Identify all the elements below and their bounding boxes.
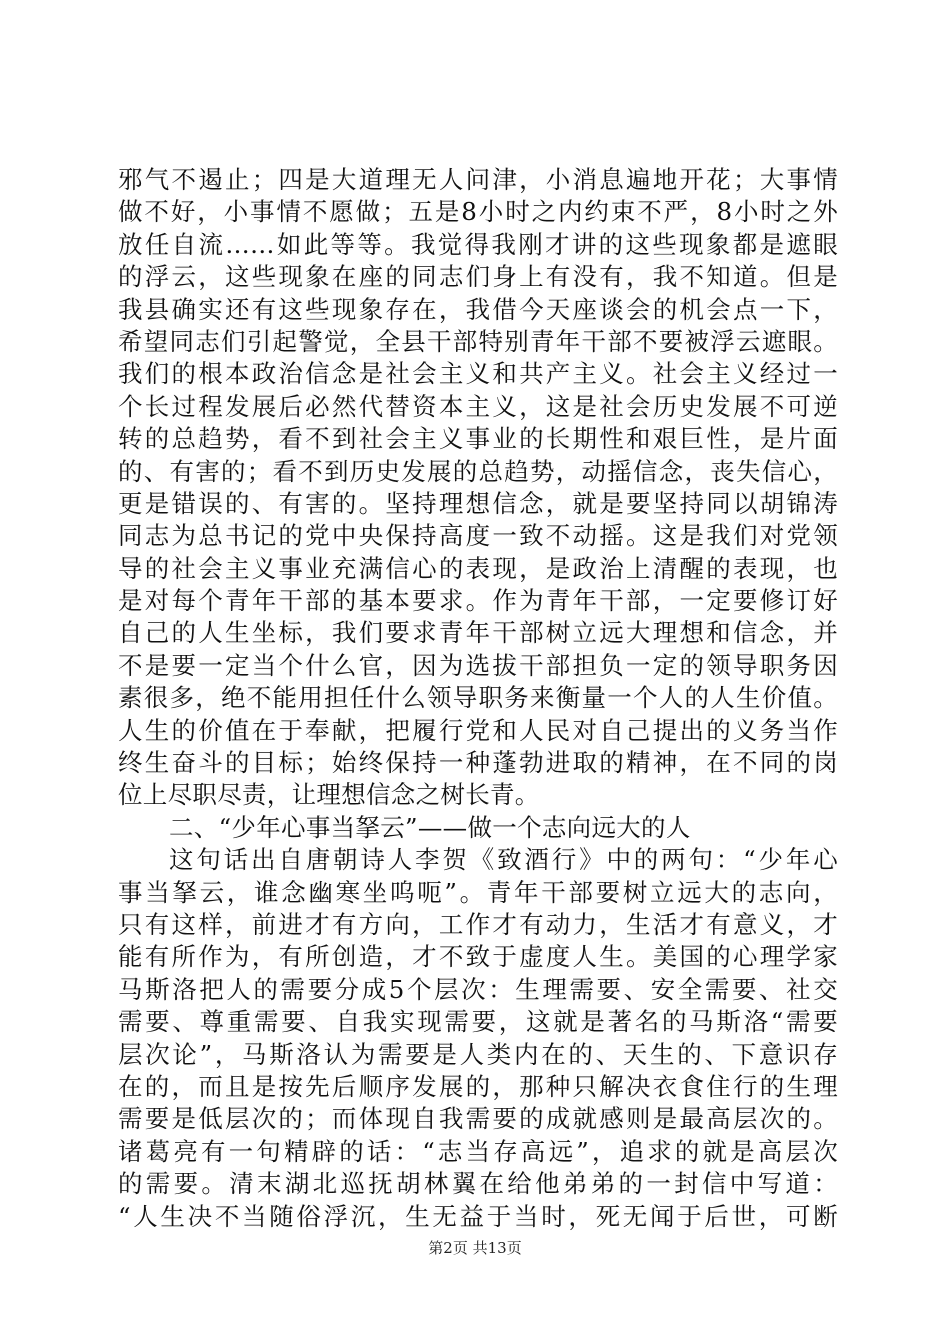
text-line: 转的总趋势，看不到社会主义事业的长期性和艰巨性，是片面	[118, 424, 838, 454]
text-line: 诸葛亮有一句精辟的话：“志当存高远”，追求的就是高层次	[118, 1136, 838, 1166]
text-line: 马斯洛把人的需要分成5个层次：生理需要、安全需要、社交	[118, 974, 838, 1004]
text-line: 邪气不遏止；四是大道理无人问津，小消息遍地开花；大事情	[118, 165, 838, 194]
text-line: 事当拏云，谁念幽寒坐呜呃”。青年干部要树立远大的志向，	[118, 877, 838, 907]
text-line: 需要是低层次的；而体现自我需要的成就感则是最高层次的。	[118, 1104, 838, 1134]
text-line: 位上尽职尽责，让理想信念之树长青。	[118, 780, 540, 810]
text-line: 的、有害的；看不到历史发展的总趋势，动摇信念，丧失信心，	[118, 456, 838, 486]
text-line: 终生奋斗的目标；始终保持一种蓬勃进取的精神，在不同的岗	[118, 748, 838, 778]
section-heading: 二、“少年心事当拏云”——做一个志向远大的人	[169, 812, 691, 842]
text-line: 更是错误的、有害的。坚持理想信念，就是要坚持同以胡锦涛	[118, 488, 838, 518]
text-line: 这句话出自唐朝诗人李贺《致酒行》中的两句：“少年心	[169, 845, 838, 875]
text-line: 是对每个青年干部的基本要求。作为青年干部，一定要修订好	[118, 586, 838, 616]
document-body	[118, 164, 838, 1233]
text-line: 不是要一定当个什么官，因为选拔干部担负一定的领导职务因	[118, 650, 838, 680]
text-line: 我们的根本政治信念是社会主义和共产主义。社会主义经过一	[118, 359, 838, 389]
text-line: 自己的人生坐标，我们要求青年干部树立远大理想和信念，并	[118, 618, 838, 648]
text-line: 人生的价值在于奉献，把履行党和人民对自己提出的义务当作	[118, 715, 838, 745]
text-line: 放任自流……如此等等。我觉得我刚才讲的这些现象都是遮眼	[118, 229, 838, 259]
text-line: 需要、尊重需要、自我实现需要，这就是著名的马斯洛“需要	[118, 1007, 838, 1037]
text-line: 个长过程发展后必然代替资本主义，这是社会历史发展不可逆	[118, 391, 838, 421]
text-line: 素很多，绝不能用担任什么领导职务来衡量一个人的人生价值。	[118, 683, 838, 713]
text-line: 的浮云，这些现象在座的同志们身上有没有，我不知道。但是	[118, 262, 838, 292]
text-line: 能有所作为，有所创造，才不致于虚度人生。美国的心理学家	[118, 942, 838, 972]
text-line: 同志为总书记的党中央保持高度一致不动摇。这是我们对党领	[118, 521, 838, 551]
page-number: 第2页 共13页	[428, 1239, 522, 1257]
text-line: 做不好，小事情不愿做；五是8小时之内约束不严，8小时之外	[118, 197, 838, 227]
text-line: 希望同志们引起警觉，全县干部特别青年干部不要被浮云遮眼。	[118, 326, 838, 356]
text-line: 在的，而且是按先后顺序发展的，那种只解决衣食住行的生理	[118, 1071, 838, 1101]
text-line: “人生决不当随俗浮沉，生无益于当时，死无闻于后世，可断	[118, 1201, 838, 1231]
text-line: 只有这样，前进才有方向，工作才有动力，生活才有意义，才	[118, 909, 838, 939]
text-line: 导的社会主义事业充满信心的表现，是政治上清醒的表现，也	[118, 553, 838, 583]
text-line: 我县确实还有这些现象存在，我借今天座谈会的机会点一下，	[118, 294, 838, 324]
text-line: 的需要。清末湖北巡抚胡林翼在给他弟弟的一封信中写道：	[118, 1169, 838, 1199]
text-line: 层次论”，马斯洛认为需要是人类内在的、天生的、下意识存	[118, 1039, 838, 1069]
